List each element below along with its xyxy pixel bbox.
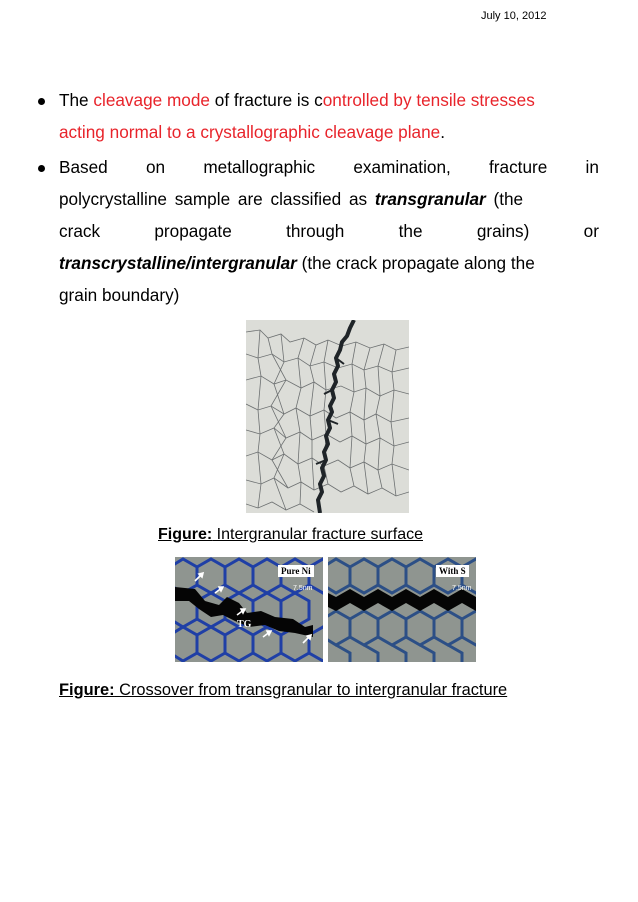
scale-bar-left: 7.5nm [293,585,313,592]
bullet-1-line-2: acting normal to a crystallographic cleavage plane. [59,122,445,142]
term-transgranular: transgranular [374,189,486,209]
transgranular-label: TG [237,619,252,630]
figure-1-caption: Figure: Intergranular fracture surface [158,526,423,543]
term-transcrystalline-intergranular: transcrystalline/intergranular [59,253,297,273]
figure-2-caption: Figure: Crossover from transgranular to intergranular fracture [59,681,508,699]
bullet-point [38,98,45,105]
highlight-cleavage-plane: acting normal to a crystallographic cleavage plane [59,122,441,142]
pure-ni-label: Pure Ni [278,565,314,577]
bullet-2-paragraph [59,151,599,311]
bullet-1-paragraph [59,84,599,148]
pure-ni-simulation-image [175,557,323,662]
scale-bar-right: 7.5nm [452,585,472,592]
bullet-2-line-1: Based on metallographic examination, fracture in [59,157,599,177]
header-date: July 10, 2012 [481,10,547,22]
micrograph-svg [246,320,409,513]
bullet-2-line-2: polycrystalline sample are classified as transgranular (the [59,189,524,209]
highlight-cleavage-mode: cleavage mode [93,90,210,110]
bullet-point [38,165,45,172]
bullet-2-line-4: transcrystalline/intergranular (the crack propagate along the [59,253,535,273]
bullet-1-line-1: The cleavage mode of fracture is controlled by tensile stresses [59,90,535,110]
bullet-2-line-5: grain boundary) [59,285,180,305]
highlight-tensile-stresses: ontrolled by tensile stresses [322,90,535,110]
intergranular-fracture-micrograph [246,320,409,513]
with-s-simulation-image [328,557,480,662]
with-s-label: With S [436,565,469,577]
bullet-2-line-3: crack propagate through the grains) or [59,221,599,241]
